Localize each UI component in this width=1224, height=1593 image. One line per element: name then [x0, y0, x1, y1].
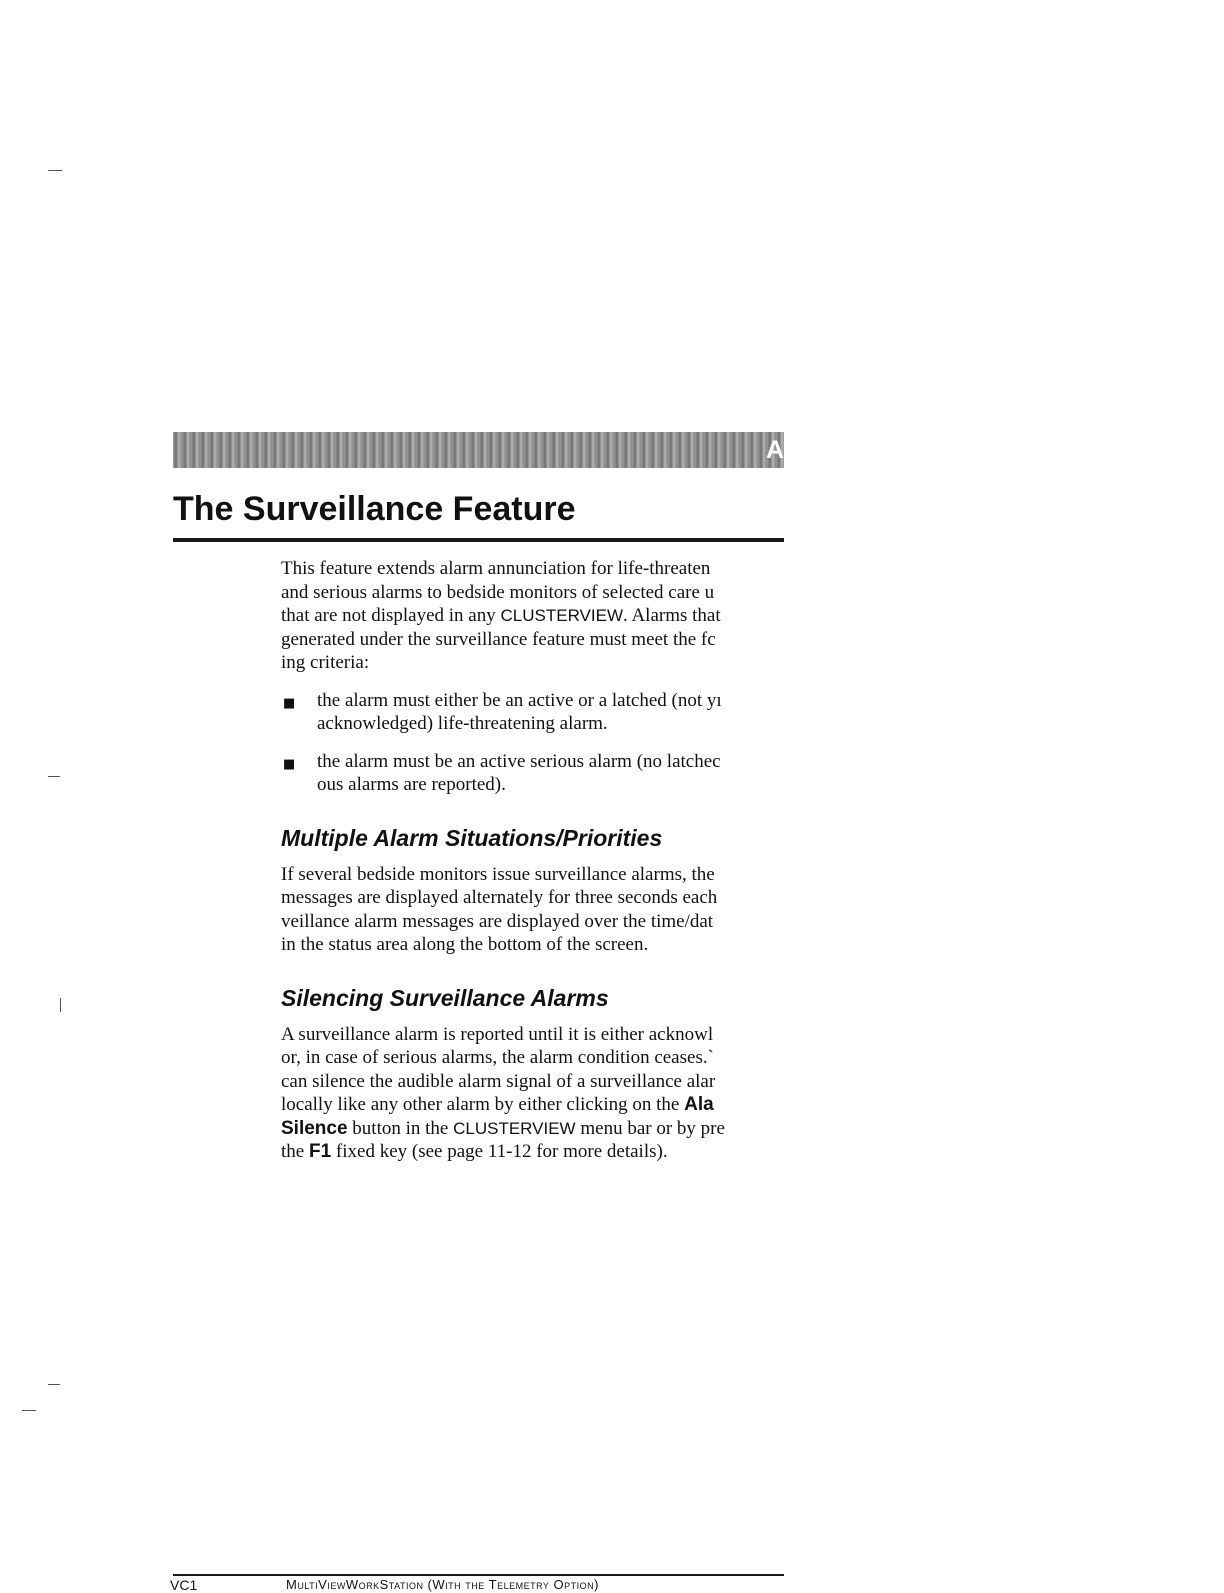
scan-mark [48, 1384, 60, 1385]
intro-paragraph [281, 557, 784, 675]
scan-mark [60, 998, 61, 1012]
text-line: the F1 fixed key (see page 11-12 for more details). [281, 1141, 668, 1162]
section-banner [173, 432, 784, 468]
product-name: CLUSTERVIEW [500, 606, 623, 625]
title-rule [173, 538, 784, 542]
text-line: If several bedside monitors issue surveillance alarms, the [281, 863, 715, 885]
text-line: generated under the surveillance feature must meet the fc [281, 628, 716, 650]
text-line: veillance alarm messages are displayed over the time/dat [281, 910, 714, 932]
bullet-item [281, 750, 784, 797]
text-line: the alarm must either be an active or a latched (not yı [317, 689, 722, 711]
bullet-marker-icon: ■ [283, 756, 296, 772]
section-heading: Multiple Alarm Situations/Priorities [281, 824, 663, 851]
scan-mark [48, 170, 62, 171]
banner-tab-letter: A [765, 436, 784, 464]
text-line: can silence the audible alarm signal of a surveillance alar [281, 1070, 716, 1092]
scan-mark [48, 776, 60, 777]
text-line: in the status area along the bottom of the screen. [281, 934, 649, 955]
section-paragraph [281, 1023, 784, 1164]
text-line: ous alarms are reported). [317, 774, 506, 795]
section-paragraph [281, 863, 784, 957]
text-line: A surveillance alarm is reported until it is either acknowl [281, 1023, 714, 1045]
text-line: that are not displayed in any CLUSTERVIEW. Alarms that [281, 605, 721, 626]
button-name: Ala [684, 1094, 714, 1115]
main-content [281, 557, 784, 1178]
product-name: CLUSTERVIEW [453, 1118, 576, 1138]
bullet-marker-icon: ■ [283, 695, 296, 711]
text-line: messages are displayed alternately for three seconds each [281, 887, 718, 908]
text-line: and serious alarms to bedside monitors of selected care u [281, 581, 715, 603]
bullet-item [281, 689, 784, 736]
text-line: ing criteria: [281, 652, 370, 673]
text-line: Silence button in the CLUSTERVIEW menu bar or by pre [281, 1117, 725, 1139]
footer-rule [173, 1574, 784, 1576]
text-line: the alarm must be an active serious alarm (no latchec [317, 750, 721, 772]
footer-page-id: VC1 [170, 1577, 198, 1593]
text-line: This feature extends alarm annunciation for life-threaten [281, 558, 711, 579]
scan-mark [22, 1410, 36, 1411]
text-line: or, in case of serious alarms, the alarm condition ceases.` [281, 1047, 714, 1068]
button-name: Silence [281, 1117, 348, 1139]
key-name: F1 [308, 1141, 332, 1162]
footer-title: MultiViewWorkStation (With the Telemetry Option) [286, 1577, 599, 1592]
text-line: acknowledged) life-threatening alarm. [317, 713, 608, 734]
section-heading: Silencing Surveillance Alarms [281, 984, 609, 1011]
page-title: The Surveillance Feature [173, 490, 576, 528]
text-line: locally like any other alarm by either clicking on the Ala [281, 1094, 714, 1115]
